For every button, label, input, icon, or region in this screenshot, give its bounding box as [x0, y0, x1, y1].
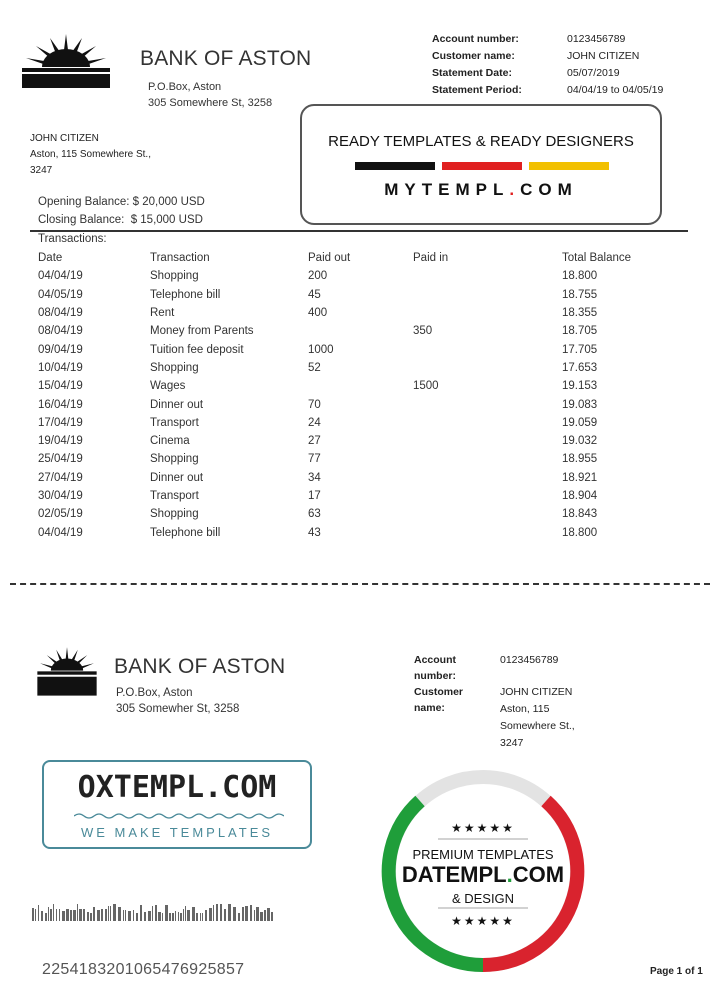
table-row: [38, 523, 662, 541]
cell-total-balance: 18.755: [562, 288, 598, 301]
cell-paid-out: 24: [308, 416, 321, 429]
oxtempl-title: OXTEMPL.COM: [77, 770, 277, 805]
col-paid-out-header: Paid out: [308, 252, 351, 265]
wave-divider-icon: [74, 812, 284, 820]
cell-paid-out: 200: [308, 270, 328, 283]
slip-customer-value-2: Aston, 115: [500, 703, 550, 715]
cell-transaction: Shopping: [150, 270, 199, 283]
slip-labels: [414, 652, 463, 716]
cell-transaction: Transport: [150, 490, 199, 502]
table-row: [38, 340, 662, 358]
seal-line1: PREMIUM TEMPLATES: [412, 847, 554, 862]
seal-line2: [380, 862, 586, 888]
slip-account-value: 0123456789: [500, 654, 559, 666]
statement-period-value: 04/04/19 to 04/05/19: [567, 84, 664, 96]
cell-transaction: Shopping: [150, 508, 199, 521]
cell-paid-out: [308, 377, 413, 395]
cell-total-balance: 18.800: [562, 270, 598, 283]
cell-date: 16/04/19: [38, 398, 83, 411]
cell-total-balance: 19.153: [562, 380, 598, 393]
col-total-balance-header: Total Balance: [562, 252, 632, 265]
page-number: Page 1 of 1: [650, 966, 703, 977]
table-row: [38, 469, 662, 487]
opening-balance: Opening Balance: $ 20,000 USD: [38, 196, 205, 208]
transactions-label: Transactions:: [38, 233, 107, 245]
cell-total-balance: 19.083: [562, 398, 598, 411]
cell-paid-in: [413, 487, 562, 505]
cell-transaction: Wages: [150, 380, 186, 393]
seal-line3: & DESIGN: [451, 891, 515, 906]
cell-paid-out: 400: [308, 307, 328, 320]
cell-total-balance: 18.843: [562, 508, 598, 521]
col-paid-in-header: Paid in: [413, 252, 449, 265]
cell-date: 04/04/19: [38, 526, 83, 539]
slip-customer-value-4: 3247: [500, 737, 524, 749]
cell-paid-out: [308, 322, 413, 340]
cell-date: 08/04/19: [38, 325, 83, 338]
cell-transaction: Cinema: [150, 435, 190, 448]
cell-paid-in: [413, 304, 562, 322]
cell-transaction: Telephone bill: [150, 288, 221, 301]
cell-paid-in: 1500: [413, 380, 439, 393]
seal-stars-top: ★★★★★: [451, 821, 515, 835]
cell-paid-out: 45: [308, 288, 321, 301]
slip-customer-values: [500, 684, 575, 752]
datempl-seal: [380, 768, 586, 974]
seal-line2-main: DATEMPL: [401, 862, 507, 887]
cell-paid-out: 70: [308, 398, 321, 411]
table-row: [38, 377, 662, 395]
cell-transaction: Dinner out: [150, 398, 204, 411]
col-transaction-header: Transaction: [150, 252, 210, 265]
cell-date: 15/04/19: [38, 380, 83, 393]
cell-total-balance: 17.705: [562, 343, 598, 356]
customer-address-block: [30, 131, 151, 179]
cell-paid-in: [413, 469, 562, 487]
cell-paid-in: [413, 286, 562, 304]
cell-date: 10/04/19: [38, 361, 83, 374]
cell-total-balance: 18.800: [562, 526, 598, 539]
cell-date: 25/04/19: [38, 453, 83, 466]
table-row: [38, 322, 662, 340]
cell-paid-out: 63: [308, 508, 321, 521]
cell-paid-out: 1000: [308, 343, 334, 356]
cell-total-balance: 18.904: [562, 490, 598, 502]
slip-customer-label-1: Customer: [414, 686, 464, 698]
tear-off-line: [10, 583, 710, 585]
cell-transaction: Shopping: [150, 453, 199, 466]
bank-logo-icon: [20, 26, 112, 90]
promo-bar-yellow: [529, 162, 609, 170]
cell-paid-in: [413, 395, 562, 413]
cell-transaction: Dinner out: [150, 471, 204, 484]
cell-date: 04/05/19: [38, 288, 83, 301]
table-row: [38, 432, 662, 450]
slip-customer-value-1: JOHN CITIZEN: [500, 686, 573, 698]
promo-bar-red: [442, 162, 522, 170]
transactions-table: [38, 249, 662, 542]
section-divider: [30, 230, 688, 232]
statement-date-value: 05/07/2019: [567, 67, 620, 79]
cell-total-balance: 18.355: [562, 307, 598, 320]
slip-account-label-1: Account: [414, 654, 456, 666]
col-date-header: Date: [38, 252, 63, 265]
cell-paid-in: [413, 340, 562, 358]
closing-balance: Closing Balance: $ 15,000 USD: [38, 214, 203, 226]
cell-date: 02/05/19: [38, 508, 83, 521]
customer-name: JOHN CITIZEN: [30, 133, 99, 144]
promo-domain-dot: .: [509, 180, 521, 199]
cell-paid-in: [413, 450, 562, 468]
customer-address-line2: 3247: [30, 165, 53, 176]
cell-paid-out: 52: [308, 361, 321, 374]
slip-address-line2: 305 Somewher St, 3258: [116, 703, 240, 715]
mytempl-watermark-box: [300, 104, 662, 225]
cell-paid-out: 77: [308, 453, 321, 466]
table-row: [38, 359, 662, 377]
account-info-values: [567, 31, 663, 99]
statement-date-label: Statement Date:: [432, 67, 512, 79]
cell-transaction: Rent: [150, 307, 175, 320]
cell-total-balance: 19.032: [562, 435, 598, 448]
cell-paid-in: [413, 505, 562, 523]
seal-line2-dot: .: [506, 862, 513, 887]
customer-address-line1: Aston, 115 Somewhere St.,: [30, 149, 151, 160]
account-info-labels: [432, 31, 522, 99]
table-row: [38, 414, 662, 432]
bank-name: BANK OF ASTON: [140, 47, 312, 70]
table-row: [38, 450, 662, 468]
customer-name-label: Customer name:: [432, 50, 515, 62]
cell-paid-in: [413, 414, 562, 432]
cell-transaction: Tuition fee deposit: [150, 343, 244, 356]
cell-total-balance: 18.955: [562, 453, 598, 466]
promo-bar-black: [355, 162, 435, 170]
oxtempl-subtitle: WE MAKE TEMPLATES: [80, 825, 274, 840]
table-row: [38, 267, 662, 285]
cell-transaction: Telephone bill: [150, 526, 221, 539]
customer-name-value: JOHN CITIZEN: [567, 50, 640, 62]
cell-date: 09/04/19: [38, 343, 83, 356]
cell-paid-in: [413, 359, 562, 377]
bank-address-line1: P.O.Box, Aston: [148, 81, 222, 93]
promo-domain: [302, 180, 660, 200]
slip-bank-name: BANK OF ASTON: [114, 655, 286, 678]
cell-date: 27/04/19: [38, 471, 83, 484]
cell-total-balance: 17.653: [562, 361, 598, 374]
slip-address-line1: P.O.Box, Aston: [116, 687, 193, 699]
promo-domain-main: MYTEMPL: [384, 180, 510, 199]
slip-bank-logo-icon: [36, 643, 98, 697]
cell-paid-in: [413, 523, 562, 541]
cell-transaction: Money from Parents: [150, 325, 254, 338]
barcode-icon: [32, 903, 277, 921]
table-row: [38, 505, 662, 523]
cell-date: 08/04/19: [38, 307, 83, 320]
cell-paid-in: [413, 267, 562, 285]
table-row: [38, 487, 662, 505]
account-digits: 2254183201065476925857: [42, 961, 245, 978]
table-row: [38, 286, 662, 304]
account-number-label: Account number:: [432, 33, 519, 45]
promo-domain-tld: COM: [520, 180, 578, 199]
cell-paid-in: 350: [413, 325, 433, 338]
cell-paid-out: 43: [308, 526, 321, 539]
cell-paid-out: 27: [308, 435, 321, 448]
cell-date: 04/04/19: [38, 270, 83, 283]
statement-period-label: Statement Period:: [432, 84, 522, 96]
slip-customer-label-2: name:: [414, 702, 445, 714]
cell-paid-out: 17: [308, 490, 321, 502]
cell-date: 30/04/19: [38, 490, 83, 502]
slip-account-label-2: number:: [414, 670, 456, 682]
cell-paid-out: 34: [308, 471, 321, 484]
slip-customer-value-3: Somewhere St.,: [500, 720, 575, 732]
table-row: [38, 304, 662, 322]
cell-date: 17/04/19: [38, 416, 83, 429]
oxtempl-watermark-box: [42, 760, 312, 849]
cell-total-balance: 18.921: [562, 471, 598, 484]
bank-address-line2: 305 Somewhere St, 3258: [148, 97, 273, 109]
seal-stars-bottom: ★★★★★: [451, 914, 515, 928]
seal-line2-tld: COM: [512, 862, 565, 887]
promo-title: READY TEMPLATES & READY DESIGNERS: [328, 133, 634, 150]
transactions-header-row: [38, 249, 662, 267]
cell-date: 19/04/19: [38, 435, 83, 448]
cell-transaction: Transport: [150, 416, 199, 429]
table-row: [38, 395, 662, 413]
cell-total-balance: 18.705: [562, 325, 598, 338]
cell-paid-in: [413, 432, 562, 450]
cell-total-balance: 19.059: [562, 416, 598, 429]
transactions-body: [38, 267, 662, 541]
account-number-value: 0123456789: [567, 33, 626, 45]
cell-transaction: Shopping: [150, 361, 199, 374]
